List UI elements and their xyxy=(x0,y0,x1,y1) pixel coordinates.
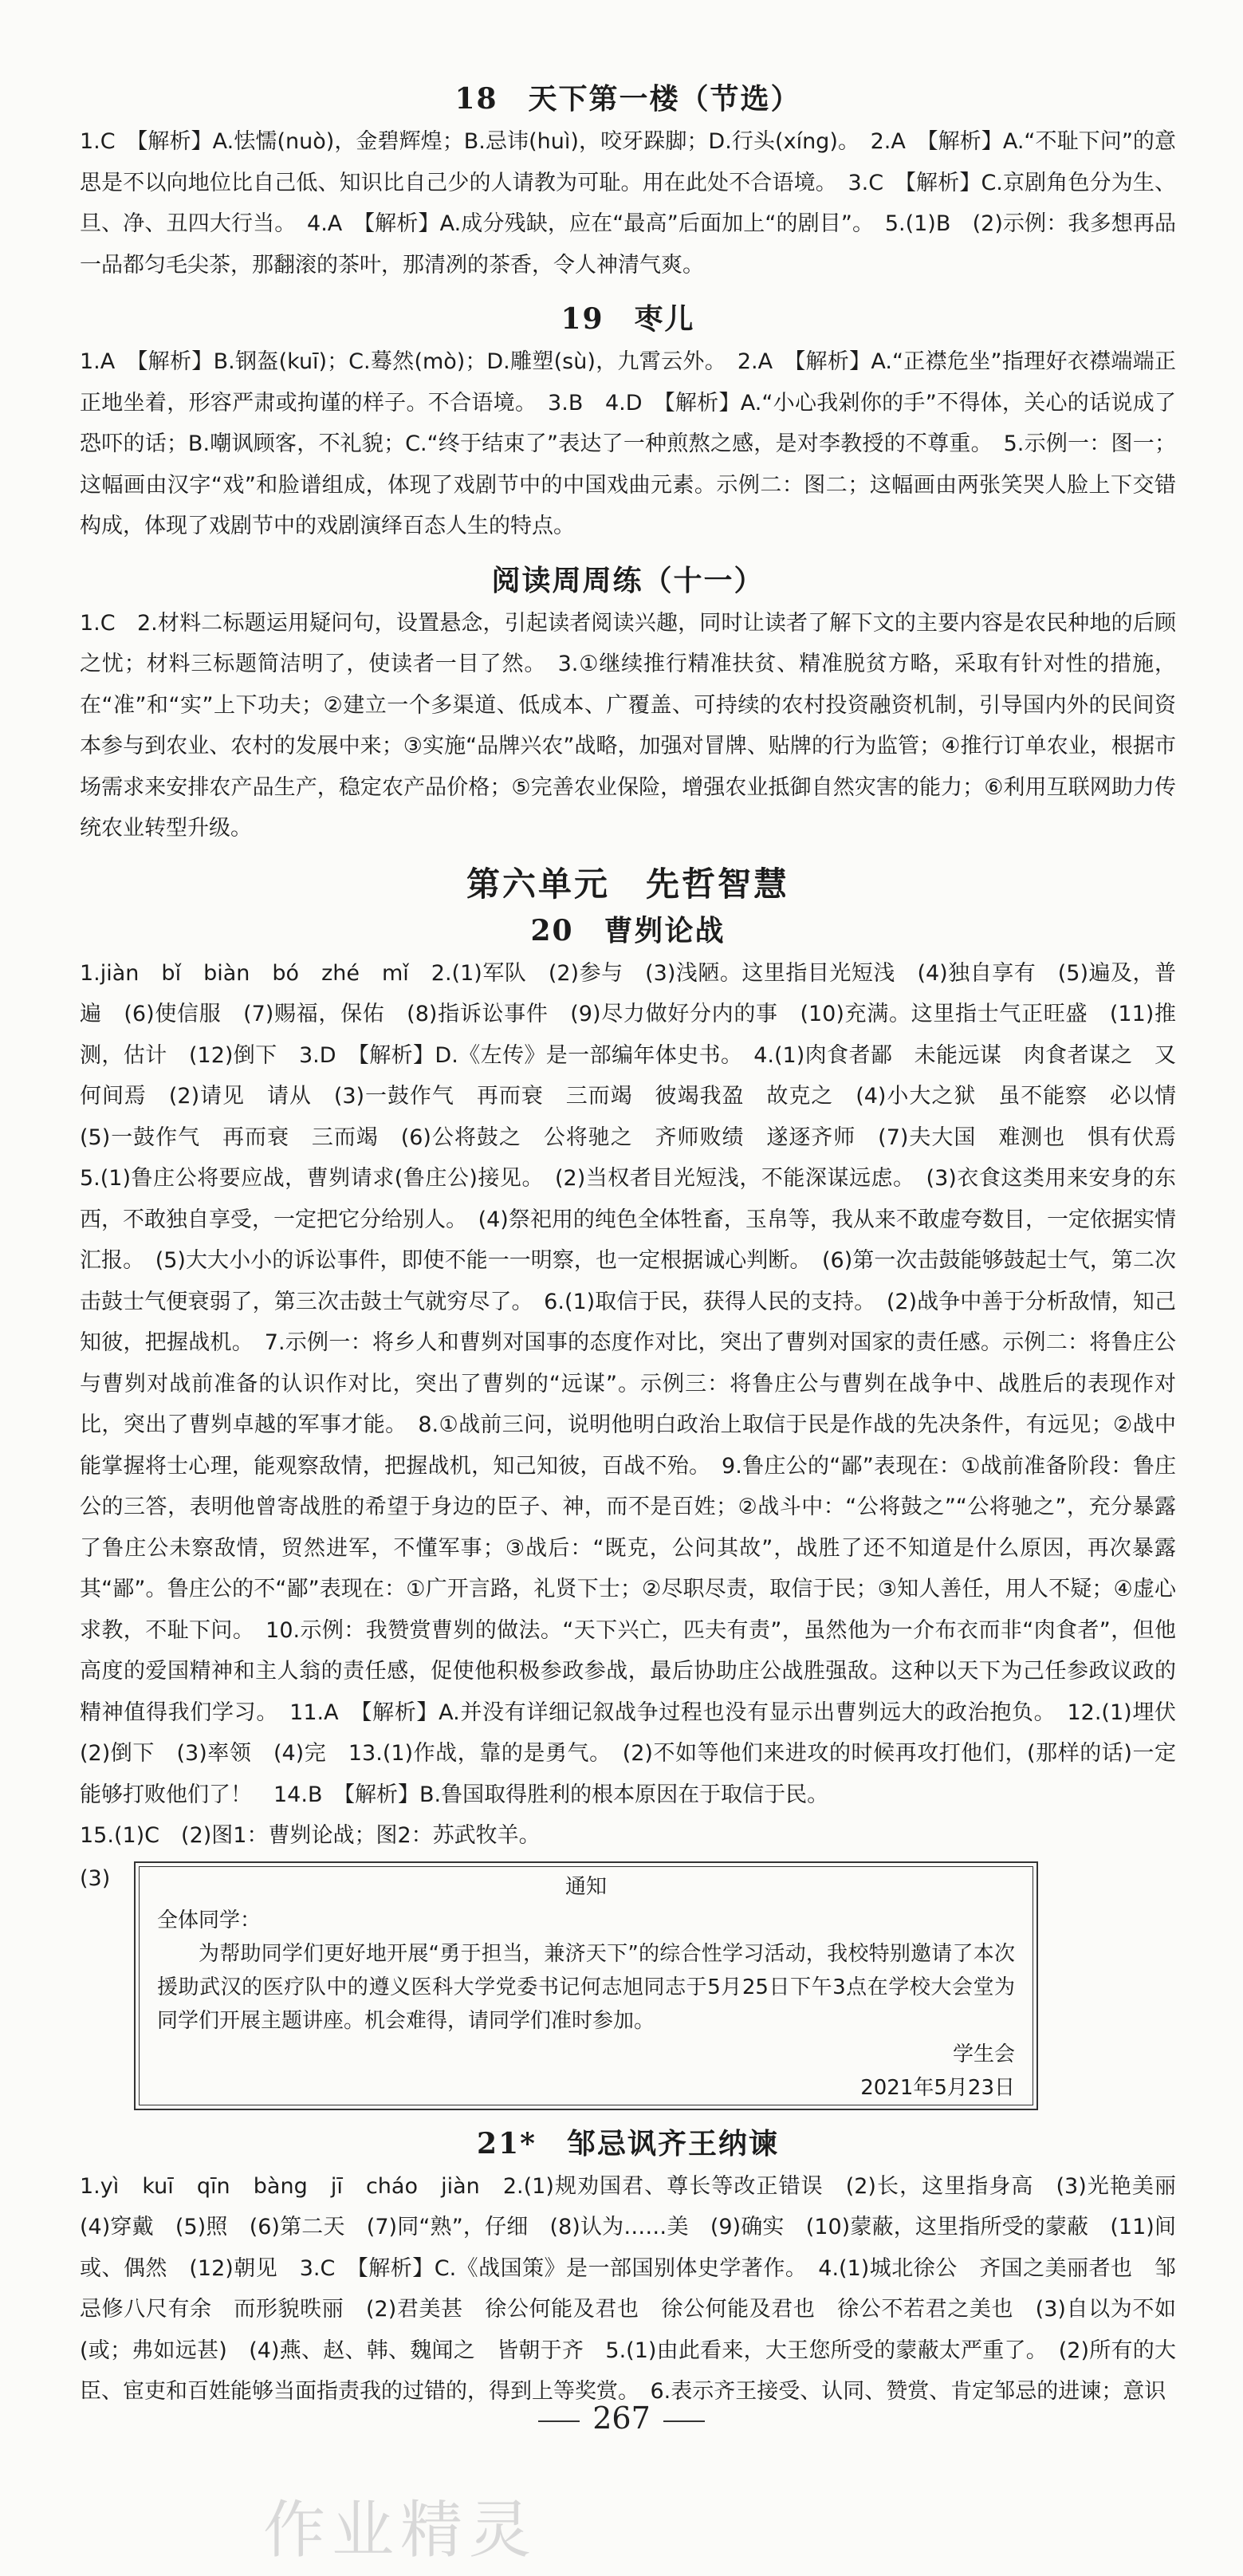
notice-number: (3) xyxy=(80,1865,111,1891)
answer-paragraph: 1.A 【解析】B.钢盔(kuī)；C.蓦然(mò)；D.雕塑(sù)，九霄云外。 2.A 【解析】A.“正襟危坐”指理好衣襟端端正正地坐着，形容严肃或拘谨的样子。不合语境。 3.B 4.D 【解析】A.“小心我剁你的手”不得体，关心的话说成了恐吓的话；B.嘲讽顾客，不礼貌；C.“终于结束了”表达了一种煎熬之感，是对李教授的不尊重。 5.示例一：图一；这幅画由汉字“戏”和脸谱组成，体现了戏剧节中的中国戏曲元素。示例二：图二；这幅画由两张笑哭人脸上下交错构成，体现了戏剧节中的戏剧演绎百态人生的特点。 xyxy=(80,349,1176,538)
section-18 xyxy=(80,77,1176,286)
answer-paragraph: 1.C 【解析】A.怯懦(nuò)，金碧辉煌；B.忌讳(huì)，咬牙跺脚；D.行头(xíng)。 2.A 【解析】A.“不耻下问”的意思是不以向地位比自己低、知识比自己少的人请教为可耻。用在此处不合语境。 3.C 【解析】C.京剧角色分为生、旦、净、丑四大行当。 4.A 【解析】A.成分残缺，应在“最高”后面加上“的剧目”。 5.(1)B (2)示例：我多想再品一品都匀毛尖茶，那翻滚的茶叶，那清冽的茶香，令人神清气爽。 xyxy=(80,129,1176,278)
notice-title: 通知 xyxy=(564,1874,607,1899)
page-number-dash-right xyxy=(663,2420,705,2422)
section-title: 阅读周周练（十一） xyxy=(491,563,765,597)
page-number xyxy=(0,2401,1243,2436)
notice-body: 为帮助同学们更好地开展“勇于担当，兼济天下”的综合性学习活动，我校特别邀请了本次援助武汉的医疗队中的遵义医科大学党委书记何志旭同志于5月25日下午3点在学校大会堂为同学们开展主题讲座。机会难得，请同学们准时参加。 xyxy=(157,1941,1015,2033)
notice-block xyxy=(80,1861,1176,2110)
section-20 xyxy=(80,908,1198,2110)
section-21 xyxy=(80,2121,1198,2413)
answer-paragraph: 1.jiàn bǐ biàn bó zhé mǐ 2.(1)军队 (2)参与 (3)浅陋。这里指目光短浅 (4)独自享有 (5)遍及，普遍 (6)使信服 (7)赐福，保佑 (8)指诉讼事件 (9)尽力做好分内的事 (10)充满。这里指士气正旺盛 (11)推测，估计 (12)倒下 3.D 【解析】D.《左传》是一部编年体史书。 4.(1)肉食者鄙 未能远谋 肉食者谋之 又何间焉 (2)请见 请从 (3)一鼓作气 再而衰 三而竭 彼竭我盈 故克之 (4)小大之狱 虽不能察 必以情 (5)一鼓作气 再而衰 三而竭 (6)公将鼓之 公将驰之 齐师败绩 遂逐齐师 (7)夫大国 难测也 惧有伏焉 5.(1)鲁庄公将要应战，曹刿请求(鲁庄公)接见。 (2)当权者目光短浅，不能深谋远虑。 (3)衣食这类用来安身的东西，不敢独自享受，一定把它分给别人。 (4)祭祀用的纯色全体牲畜，玉帛等，我从来不敢虚夸数目，一定依据实情汇报。 (5)大大小小的诉讼事件，即使不能一一明察，也一定根据诚心判断。 (6)第一次击鼓能够鼓起士气，第二次击鼓士气便衰弱了，第三次击鼓士气就穷尽了。 6.(1)取信于民，获得人民的支持。 (2)战争中善于分析敌情，知己知彼，把握战机。 7.示例一：将乡人和曹刿对国事的态度作对比，突出了曹刿对国家的责任感。示例二：将鲁庄公与曹刿对战前准备的认识作对比，突出了曹刿的“远谋”。示例三：将鲁庄公与曹刿在战争中、战胜后的表现作对比，突出了曹刿卓越的军事才能。 8.①战前三问，说明他明白政治上取信于民是作战的先决条件，有远见；②战中能掌握将士心理，能观察敌情，把握战机，知己知彼，百战不殆。 9.鲁庄公的“鄙”表现在：①战前准备阶段：鲁庄公的三答，表明他曾寄战胜的希望于身边的臣子、神，而不是百姓；②战斗中：“公将鼓之”“公将驰之”，充分暴露了鲁庄公未察敌情，贸然进军，不懂军事；③战后：“既克，公问其故”，战胜了还不知道是什么原因，再次暴露其“鄙”。鲁庄公的不“鄙”表现在：①广开言路，礼贤下士；②尽职尽责，取信于民；③知人善任，用人不疑；④虚心求教，不耻下问。 10.示例：我赞赏曹刿的做法。“天下兴亡，匹夫有责”，虽然他为一介布衣而非“肉食者”，但他高度的爱国精神和主人翁的责任感，促使他积极参政参战，最后协助庄公战胜强敌。这种以天下为己任参政议政的精神值得我们学习。 11.A 【解析】A.并没有详细记叙战争过程也没有显示出曹刿远大的政治抱负。 12.(1)埋伏 (2)倒下 (3)率领 (4)完 13.(1)作战，靠的是勇气。 (2)不如等他们来进攻的时候再攻打他们，(那样的话)一定能够打败他们了！ 14.B 【解析】B.鲁国取得胜利的根本原因在于取信于民。 xyxy=(80,960,1198,1807)
unit-title: 第六单元 先哲智慧 xyxy=(466,864,789,904)
section-title: 21* 邹忌讽齐王纳谏 xyxy=(477,2126,779,2160)
page-number-text: 267 xyxy=(592,2401,651,2436)
section-title: 20 曹刿论战 xyxy=(530,913,726,947)
section-reading-11 xyxy=(80,558,1176,849)
notice-box xyxy=(134,1861,1038,2110)
page-number-dash-left xyxy=(538,2420,580,2422)
notice-date: 2021年5月23日 xyxy=(860,2075,1015,2100)
answer-paragraph: 1.yì kuī qīn bàng jī cháo jiàn 2.(1)规劝国君、尊长等改正错误 (2)长，这里指身高 (3)光艳美丽 (4)穿戴 (5)照 (6)第二天 (7)同“熟”，仔细 (8)认为……美 (9)确实 (10)蒙蔽，这里指所受的蒙蔽 (11)间或、偶然 (12)朝见 3.C 【解析】C.《战国策》是一部国别体史学著作。 4.(1)城北徐公 齐国之美丽者也 邹忌修八尺有余 而形貌昳丽 (2)君美甚 徐公何能及君也 徐公何能及君也 徐公不若君之美也 (3)自以为不如(或；弗如远甚) (4)燕、赵、韩、魏闻之 皆朝于齐 5.(1)由此看来，大王您所受的蒙蔽太严重了。 (2)所有的大臣、宦吏和百姓能够当面指责我的过错的，得到上等奖赏。 6.表示齐王接受、认同、赞赏、肯定邹忌的进谏；意识 xyxy=(80,2173,1198,2404)
section-title: 19 枣儿 xyxy=(561,302,695,336)
notice-greeting: 全体同学： xyxy=(157,1908,262,1932)
answer-line-15: 15.(1)C (2)图1：曹刿论战；图2：苏武牧羊。 xyxy=(80,1823,541,1848)
section-19 xyxy=(80,297,1176,547)
answer-page xyxy=(80,77,1198,2424)
answer-paragraph: 1.C 2.材料二标题运用疑问句，设置悬念，引起读者阅读兴趣，同时让读者了解下文的主要内容是农民种地的后顾之忧；材料三标题简洁明了，使读者一目了然。 3.①继续推行精准扶贫、精准脱贫方略，采取有针对性的措施，在“准”和“实”上下功夫；②建立一个多渠道、低成本、广覆盖、可持续的农村投资融资机制，引导国内外的民间资本参与到农业、农村的发展中来；③实施“品牌兴农”战略，加强对冒牌、贴牌的行为监管；④推行订单农业，根据市场需求来安排农产品生产，稳定农产品价格；⑤完善农业保险，增强农业抵御自然灾害的能力；⑥利用互联网助力传统农业转型升级。 xyxy=(80,610,1176,841)
watermark: 作业精灵 xyxy=(263,2495,538,2566)
section-title: 18 天下第一楼（节选） xyxy=(454,82,801,116)
notice-signer: 学生会 xyxy=(952,2042,1015,2066)
